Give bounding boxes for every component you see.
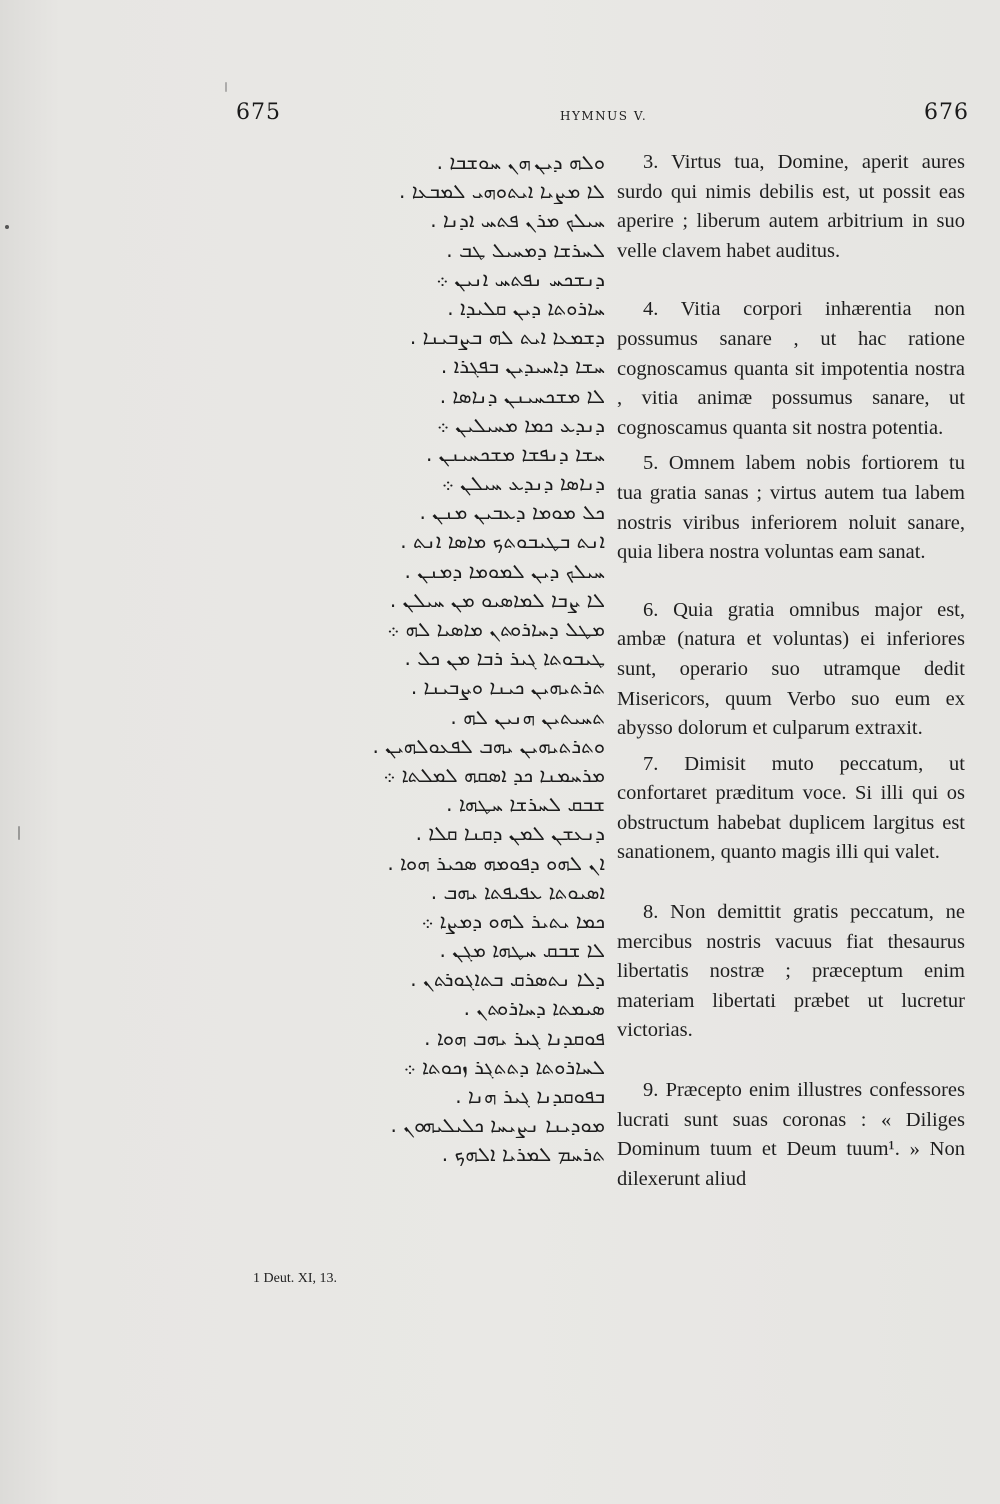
syriac-line: ܬܪܬܝܗܝܢ ܟܝܢܐ ܘܨܒܝܢܐ . (410, 675, 605, 700)
syriac-line: ܐܣܝܘܬܐ ܥܦܝܦܬܐ ܝܗܒ . (430, 879, 605, 904)
syriac-line: ܬܚܝܬܝܢ ܗܢܝܢ ܠܗ . (450, 704, 605, 729)
latin-text-column (617, 148, 965, 1194)
syriac-line: ܕܢܥܫܢ ܠܡܢ ܕܩܢܐ ܩܠܐ . (415, 821, 605, 846)
page-number-left: 675 (236, 100, 281, 125)
paper-speck (18, 826, 20, 840)
syriac-line: ܡܛܠ ܕܚܐܪܘܬܢ ܡܐܣܝܐ ܠܗ ܀ (387, 617, 605, 641)
page-number-right: 676 (924, 100, 969, 125)
running-head: HYMNUS V. (560, 109, 648, 123)
latin-paragraph-7: 7. Dimisit muto peccatum, ut confortaret præditum voce. Si illi qui os obstructum habebat duplicem largitus est sanationem, quanto magis illi qui valet. (617, 752, 965, 864)
syriac-line: ܕܢܕܥ ܟܡܐ ܡܚܝܠܝܢ ܀ (436, 412, 605, 437)
syriac-line: ܠܐ ܡܫܟܚܝܢܢ ܕܢܐܣܐ . (439, 383, 605, 408)
latin-paragraph-6: 6. Quia gratia omnibus major est, ambæ (natura et voluntas) ei inferiores sunt, operario suo utramque dedit Misericors, quum Verbo suo eum ex abysso dolorum et culparum extraxit. (617, 598, 965, 740)
latin-paragraph-9: 9. Præcepto enim illustres confessores lucrati sunt suas coronas : « Diliges Dominum tuum et Deum tuum¹. » Non dilexerunt aliud (617, 1079, 965, 1190)
syriac-line: ܕܫܡܥܐ ܐܝܬ ܠܗ ܒܨܒܝܢܐ . (409, 325, 605, 350)
syriac-line: ܣܝܡܬܐ ܕܚܐܪܘܬܢ . (463, 996, 605, 1021)
syriac-line: ܬܪܚܡ ܠܡܪܝܐ ܐܠܗܟ . (441, 1142, 605, 1167)
syriac-line: ܒܦܘܩܕܢܐ ܓܝܪ ܗܢܐ . (455, 1084, 605, 1108)
latin-paragraph-5: 5. Omnem labem nobis fortiorem tu tua gratia sanas ; virtus autem tua labem nostris viribus inferiorem noluit sanare, quia libera nostra voluntas eam sanat. (617, 452, 965, 564)
syriac-line: ܛܝܒܘܬܐ ܓܝܪ ܪܒܐ ܡܢ ܟܠ . (404, 646, 605, 671)
latin-paragraph-3: 3. Virtus tua, Domine, aperit aures surdo qui nimis debilis est, ut possit eas aperire ; liberum autem arbitrium in suo velle clavem habet auditus. (617, 151, 965, 262)
latin-paragraph-8: 8. Non demittit gratis peccatum, ne mercibus nostris vacuus fiat thesaurus libertatis nostræ ; præceptum enim materiam libertati præbet ut lucretur victorias. (617, 901, 965, 1042)
syriac-line: ܚܫܐ ܕܢܦܫܐ ܡܫܟܚܝܢܢ . (425, 441, 605, 466)
syriac-line: ܠܐ ܨܒܐ ܠܡܐܣܝܘ ܡܢ ܚܝܠܢ . (389, 587, 605, 612)
footnote: 1 Deut. XI, 13. (253, 1271, 337, 1286)
paper-speck (5, 225, 9, 229)
syriac-line: ܟܡܐ ܝܬܝܪ ܠܗܘ ܕܡܨܐ ܀ (421, 908, 605, 933)
syriac-line: ܡܪܚܡܢܐ ܟܕ ܐܣܩܗ ܠܡܠܬܐ ܀ (383, 762, 605, 787)
syriac-line: ܚܫܐ ܕܐܚܝܕܝܢ ܒܦܓܪܐ . (440, 354, 605, 379)
syriac-line: ܕܢܫܟܚ ܢܦܬܚ ܐܢܝܢ ܀ (436, 266, 605, 291)
syriac-line: ܦܘܩܕܢܐ ܓܝܪ ܝܗܒ ܗܘܐ . (424, 1025, 605, 1050)
latin-paragraph-4: 4. Vitia corpori inhærentia non possumus sanare , ut hac ratione cognoscamus quanta sit impotentia nostra , vitia animæ possumus sanare, ut cognoscamus quanta sit nostra potentia. (617, 298, 965, 439)
syriac-line: ܫܒܩ ܠܚܪܫܐ ܚܛܗܐ . (446, 792, 605, 817)
syriac-line: ܚܝܠܟ ܡܪܢ ܦܬܚ ܐܕܢܐ . (430, 208, 605, 233)
syriac-line: ܘܬܪܬܝܗܝܢ ܝܗܒ ܠܦܥܘܠܗܝܢ . (372, 733, 605, 758)
syriac-line: ܟܠ ܡܘܡܐ ܕܥܒܝܢ ܡܢܢ . (419, 500, 605, 525)
syriac-line: ܠܐ ܡܨܝܐ ܐܝܬܘܗܝ ܠܡܒܥܐ . (399, 179, 605, 204)
syriac-line: ܐܢ ܠܗܘ ܕܦܘܡܗ ܣܟܝܪ ܗܘܐ . (387, 850, 605, 875)
syriac-line: ܠܚܐܪܘܬܐ ܕܬܬܓܪ ܙܟܘܬܐ ܀ (403, 1054, 605, 1079)
syriac-line: ܡܘܕܝܢܐ ܢܨܝܚܐ ܟܠܝܠܝܗܘܢ . (390, 1113, 605, 1138)
syriac-line: ܠܚܪܫܐ ܕܡܚܝܠ ܛܒ . (446, 237, 605, 262)
syriac-line: ܠܐ ܫܒܩ ܚܛܗܐ ܡܓܢ . (439, 938, 605, 963)
syriac-line: ܚܐܪܘܬܐ ܕܝܢ ܩܠܝܕܐ . (447, 295, 605, 320)
syriac-line: ܕܢܐܣܐ ܕܢܕܥ ܚܝܠܢ ܀ (441, 471, 605, 496)
syriac-line: ܐܢܬ ܒܛܝܒܘܬܟ ܡܐܣܐ ܐܢܬ . (400, 529, 605, 554)
syriac-line: ܕܠܐ ܢܬܣܪܩ ܒܬܐܓܘܪܬܢ . (410, 967, 605, 992)
paper-speck (225, 82, 227, 92)
syriac-line: ܘܠܗ ܕܝܢ ܗܢ ܚܘܫܒܐ . (436, 150, 605, 174)
syriac-text-column (315, 148, 605, 1170)
syriac-line: ܚܝܠܟ ܕܝܢ ܠܡܘܡܐ ܕܡܢܢ . (404, 558, 605, 583)
